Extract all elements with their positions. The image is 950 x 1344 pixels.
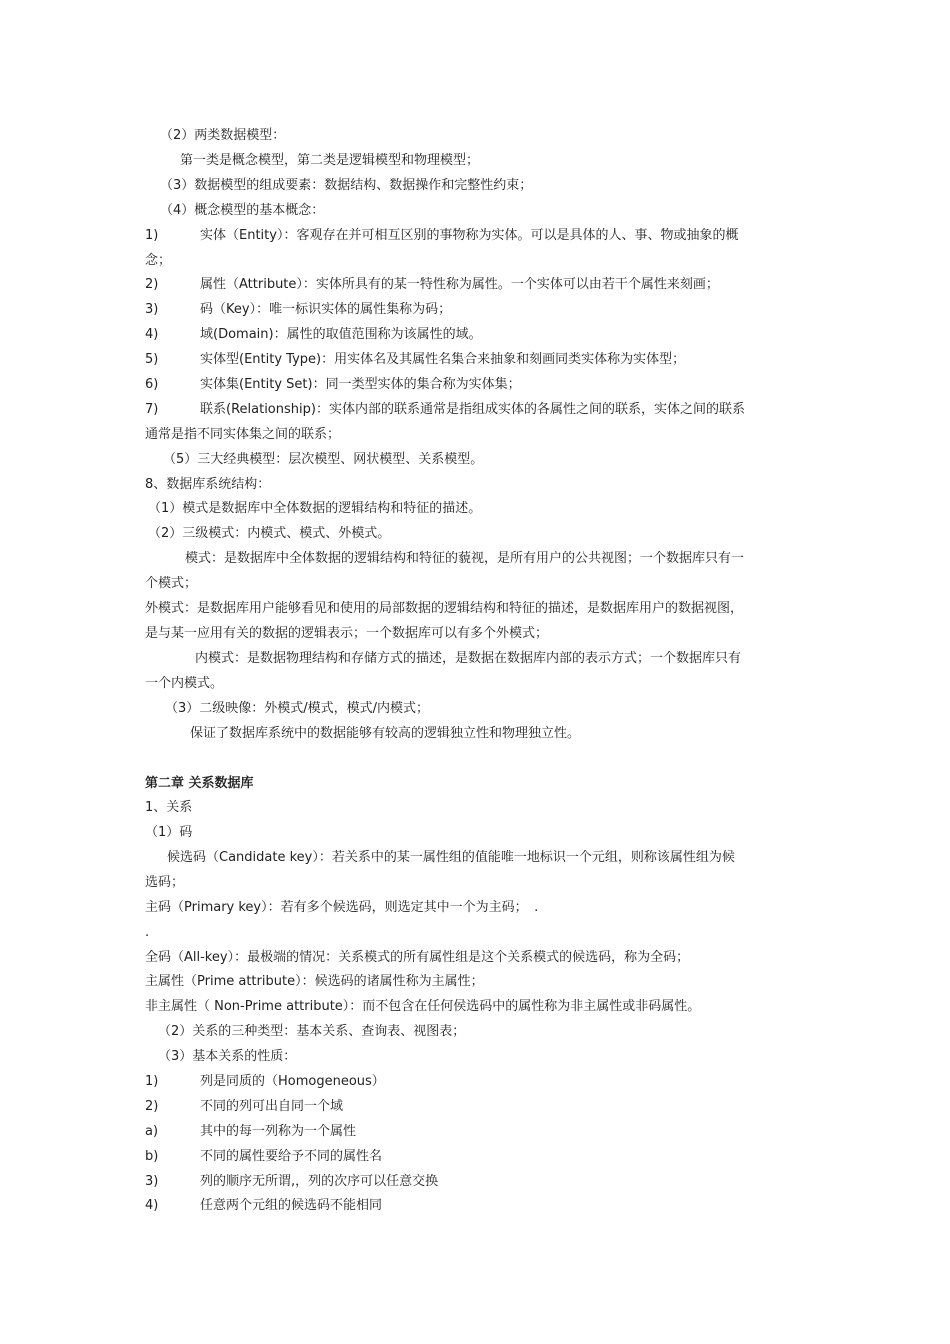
list-marker: 6) [145, 377, 159, 392]
section-heading: 1、关系 [145, 800, 193, 815]
text-line: （4）概念模型的基本概念： [160, 203, 325, 218]
list-marker: 1) [145, 228, 159, 243]
chapter-heading: 第二章 关系数据库 [145, 776, 254, 791]
list-item-text: 属性（Attribute）：实体所具有的某一特性称为属性。一个实体可以由若干个属性来刻画； [200, 277, 719, 292]
list-item-text: 列是同质的（Homogeneous） [200, 1074, 385, 1089]
text-line: 念； [145, 253, 172, 268]
list-item [145, 1074, 810, 1090]
text-line: （5）三大经典模型：层次模型、网状模型、关系模型。 [163, 452, 484, 467]
section-heading: 8、数据库系统结构： [145, 477, 271, 492]
list-item-text: 域(Domain)：属性的取值范围称为该属性的域。 [200, 327, 482, 342]
list-marker: 3) [145, 302, 159, 317]
text-line: 主属性（Prime attribute）：候选码的诸属性称为主属性； [145, 974, 484, 989]
list-marker: 4) [145, 327, 159, 342]
text-line: （3）数据模型的组成要素：数据结构、数据操作和完整性约束； [160, 178, 533, 193]
text-line: 通常是指不同实体集之间的联系； [145, 427, 341, 442]
text-line: （2）关系的三种类型：基本关系、查询表、视图表； [158, 1024, 466, 1039]
list-item [145, 302, 810, 318]
list-item [145, 352, 810, 368]
list-marker: a) [145, 1124, 159, 1139]
text-line: （1）模式是数据库中全体数据的逻辑结构和特征的描述。 [148, 501, 482, 516]
text-line: 保证了数据库系统中的数据能够有较高的逻辑独立性和物理独立性。 [190, 726, 581, 741]
list-item [145, 1149, 810, 1165]
text-line: 选码； [145, 875, 185, 890]
list-item-text: 不同的列可出自同一个域 [200, 1099, 344, 1114]
list-item [145, 1099, 810, 1115]
list-marker: 3) [145, 1174, 159, 1189]
text-line: 外模式：是数据库用户能够看见和使用的局部数据的逻辑结构和特征的描述，是数据库用户的数据视图， [145, 601, 744, 616]
list-item-text: 任意两个元组的候选码不能相同 [200, 1198, 383, 1213]
text-line: （3）基本关系的性质： [158, 1049, 297, 1064]
list-item [145, 1198, 810, 1214]
list-item-text: 码（Key）：唯一标识实体的属性集称为码； [200, 302, 452, 317]
text-line: 第一类是概念模型，第二类是逻辑模型和物理模型； [180, 153, 480, 168]
list-marker: 1) [145, 1074, 159, 1089]
list-marker: 5) [145, 352, 159, 367]
text-line: （2）两类数据模型： [160, 128, 286, 143]
text-line: （3）二级映像：外模式/模式，模式/内模式； [165, 701, 430, 716]
list-marker: 7) [145, 402, 159, 417]
list-marker: 2) [145, 1099, 159, 1114]
list-item-text: 实体集(Entity Set)：同一类型实体的集合称为实体集； [200, 377, 521, 392]
list-item-text: 实体（Entity）：客观存在并可相互区别的事物称为实体。可以是具体的人、事、物或抽象的概 [200, 228, 739, 243]
list-marker: 4) [145, 1198, 159, 1213]
text-line: 模式：是数据库中全体数据的逻辑结构和特征的藐视，是所有用户的公共视图；一个数据库只有一 [185, 551, 745, 566]
list-item-text: 不同的属性要给予不同的属性名 [200, 1149, 383, 1164]
text-line: 是与某一应用有关的数据的逻辑表示；一个数据库可以有多个外模式； [145, 626, 549, 641]
text-line: 一个内模式。 [145, 676, 224, 691]
text-line: （2）三级模式：内模式、模式、外模式。 [148, 526, 391, 541]
text-line: 非主属性（ Non-Prime attribute）：而不包含在任何侯选码中的属性称为非主属性或非码属性。 [145, 999, 701, 1014]
list-item-text: 其中的每一列称为一个属性 [200, 1124, 357, 1139]
text-line: 内模式：是数据物理结构和存储方式的描述，是数据在数据库内部的表示方式；一个数据库只有 [195, 651, 742, 666]
list-marker: 2) [145, 277, 159, 292]
list-item-text: 实体型(Entity Type)：用实体名及其属性名集合来抽象和刻画同类实体称为实体型； [200, 352, 686, 367]
list-item [145, 402, 810, 418]
text-line: 全码（All-key）：最极端的情况：关系模式的所有属性组是这个关系模式的候选码，称为全码； [145, 950, 690, 965]
list-item-text: 联系(Relationship)：实体内部的联系通常是指组成实体的各属性之间的联系，实体之间的联系 [200, 402, 745, 417]
list-marker: b) [145, 1149, 159, 1164]
list-item-text: 列的顺序无所谓,，列的次序可以任意交换 [200, 1174, 439, 1189]
subsection-heading: （1）码 [145, 825, 193, 840]
list-item [145, 1174, 810, 1190]
list-item [145, 1124, 810, 1140]
list-item [145, 228, 810, 244]
list-item [145, 377, 810, 393]
text-line: 候选码（Candidate key）：若关系中的某一属性组的值能唯一地标识一个元组，则称该属性组为候 [167, 850, 735, 865]
list-item [145, 277, 810, 293]
text-line: . [145, 925, 150, 940]
list-item [145, 327, 810, 343]
text-line: 个模式； [145, 576, 198, 591]
text-line: 主码（Primary key）：若有多个候选码，则选定其中一个为主码； . [145, 900, 539, 915]
